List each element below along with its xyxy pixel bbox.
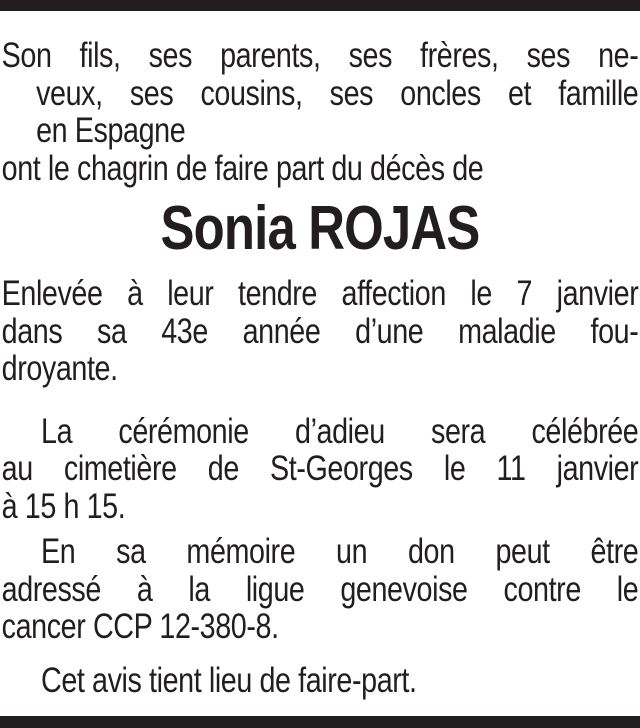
bottom-rule bbox=[0, 716, 640, 728]
text-line: Son fils, ses parents, ses frères, ses ne- bbox=[1, 36, 639, 75]
text-line: En sa mémoire un don peut être bbox=[41, 532, 639, 571]
death-notice bbox=[0, 37, 638, 699]
text-line: au cimetière de St-Georges le 11 janvier bbox=[1, 449, 639, 488]
text-line: cancer CCP 12-380-8. bbox=[1, 607, 279, 646]
text-line: Cet avis tient lieu de faire-part. bbox=[41, 660, 417, 700]
text-line: dans sa 43e année d’une maladie fou- bbox=[1, 311, 639, 351]
text-line: en Espagne bbox=[36, 111, 186, 150]
text-line: Enlevée à leur tendre affection le 7 janvier bbox=[1, 274, 639, 313]
passing-paragraph bbox=[2, 275, 639, 388]
ceremony-paragraph bbox=[2, 413, 639, 526]
intro-paragraph bbox=[2, 37, 639, 150]
text-line: à 15 h 15. bbox=[1, 486, 126, 526]
text-line: droyante. bbox=[1, 349, 118, 388]
donation-paragraph bbox=[2, 533, 639, 646]
announcement-line bbox=[2, 150, 639, 188]
deceased-name: Sonia ROJAS bbox=[160, 194, 480, 263]
text-line: La cérémonie d’adieu sera célébrée bbox=[41, 411, 639, 451]
text-line: veux, ses cousins, ses oncles et famille bbox=[36, 73, 639, 113]
text-line: adressé à la ligue genevoise contre le bbox=[1, 569, 639, 609]
top-rule bbox=[0, 0, 640, 11]
text-line: ont le chagrin de faire part du décès de bbox=[1, 148, 484, 188]
closing-line bbox=[2, 662, 639, 700]
